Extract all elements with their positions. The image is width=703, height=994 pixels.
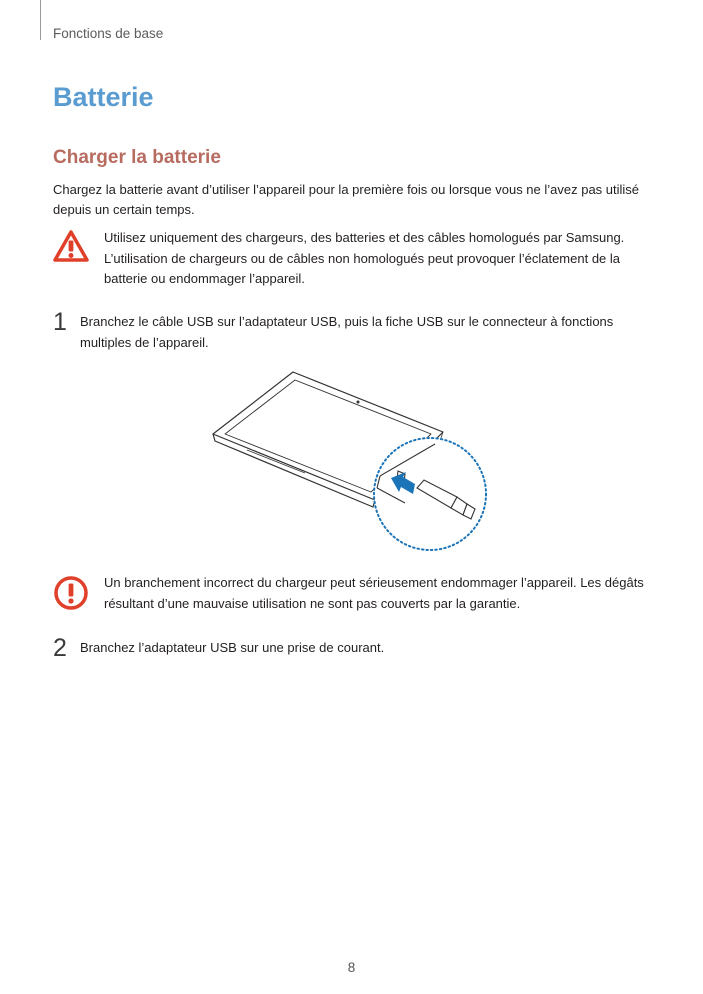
- page-title: Batterie: [53, 82, 154, 112]
- intro-paragraph: Chargez la batterie avant d’utiliser l’appareil pour la première fois ou lorsque vous ne l’avez pas utilisé depuis un certain temps.: [53, 182, 640, 217]
- section-heading: Charger la batterie: [53, 147, 221, 168]
- step-1-text: Branchez le câble USB sur l’adaptateur USB, puis la fiche USB sur le connecteur à fonctions multiples de l’appareil.: [80, 314, 614, 350]
- step-2-number: 2: [53, 634, 67, 662]
- step-1-number: 1: [53, 308, 67, 336]
- caution-text: Utilisez uniquement des chargeurs, des batteries et des câbles homologués par Samsung. L’utilisation de chargeurs ou de câbles non homologués peut provoquer l’éclatement de la batterie ou endommager l’appareil.: [104, 230, 625, 286]
- warning-circle-icon: [53, 575, 89, 611]
- warning-text: Un branchement incorrect du chargeur peut sérieusement endommager l’appareil. Les dégâts résultant d’une mauvaise utilisation ne sont pas couverts par la garantie.: [104, 575, 644, 611]
- page-number: 8: [347, 960, 356, 975]
- step-2-text: Branchez l’adaptateur USB sur une prise de courant.: [80, 640, 385, 655]
- caution-triangle-icon: [53, 230, 89, 262]
- section-label: Fonctions de base: [53, 26, 164, 41]
- tablet-usb-charging-illustration: [205, 366, 495, 558]
- header-rule: [40, 0, 41, 40]
